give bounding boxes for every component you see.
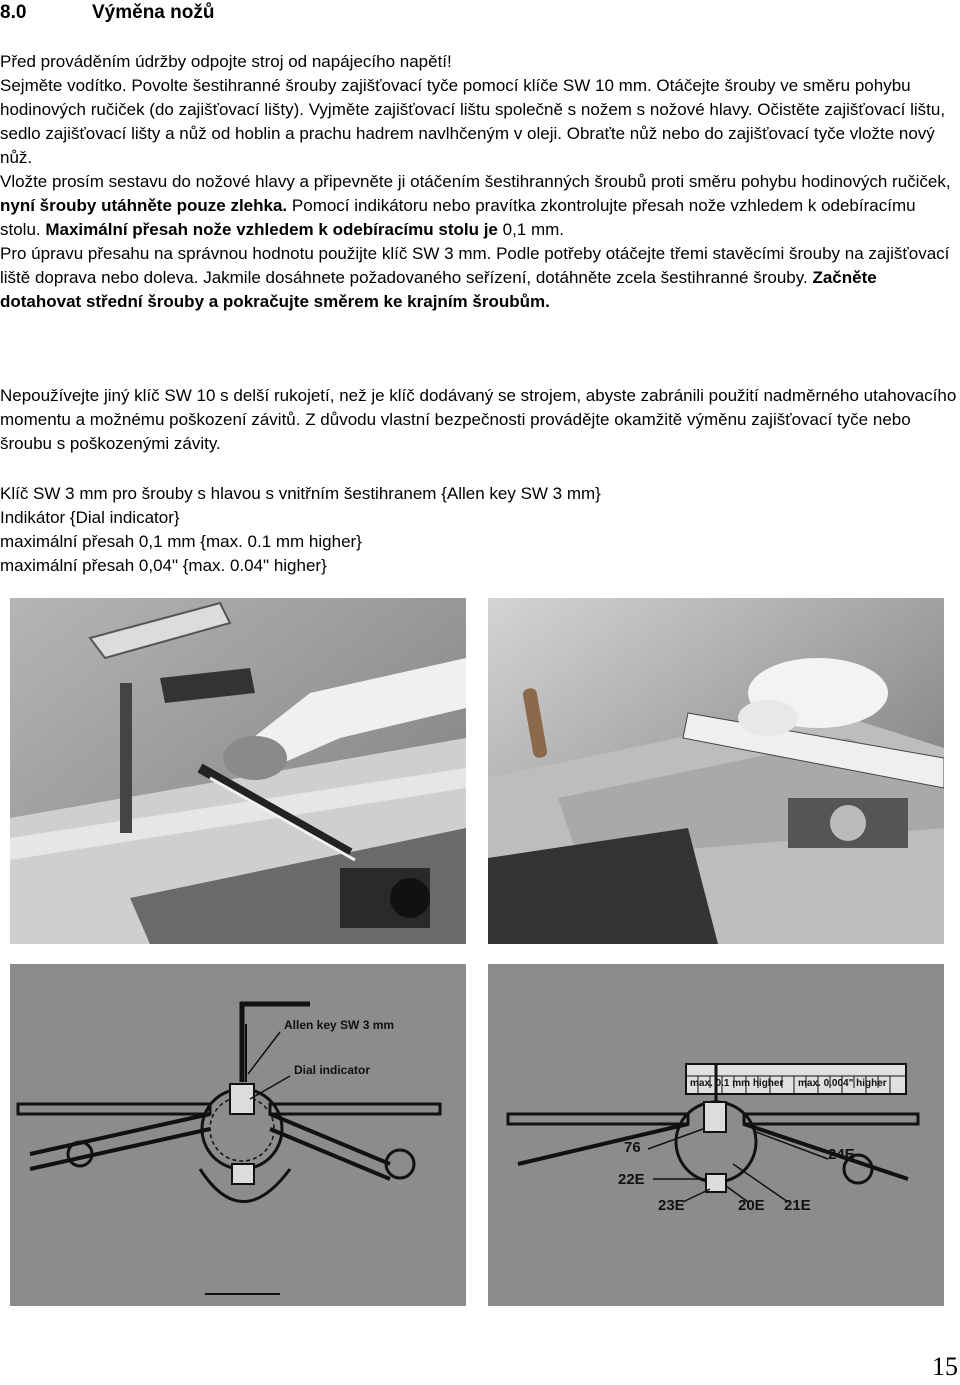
label-max-mm: max. 0.1 mm higher — [690, 1078, 784, 1089]
legend-item: maximální přesah 0,1 mm {max. 0.1 mm higher} — [0, 532, 362, 551]
legend-item: Klíč SW 3 mm pro šrouby s hlavou s vnitřním šestihranem {Allen key SW 3 mm} — [0, 484, 601, 503]
max-overhang-value: 0,1 mm. — [497, 220, 565, 239]
check-text: Pomocí indikátoru nebo pravítka zkontrolujte přesah nože vzhledem k odebíracímu stolu. — [0, 196, 916, 239]
label-allen-key: Allen key SW 3 mm — [284, 1018, 395, 1032]
instructions-paragraph — [0, 50, 960, 314]
photo-knife-removal-illustration — [10, 598, 466, 944]
adjust-text: Pro úpravu přesahu na správnou hodnotu použijte klíč SW 3 mm. Podle potřeby otáčejte třemi stavěcími šrouby na zajišťovací liště doprava nebo doleva. Jakmile dosáhnete požadovaného seřízení, dotáhněte zcela šestihranné šrouby. — [0, 244, 950, 287]
install-text: Vložte prosím sestavu do nožové hlavy a připevněte ji otáčením šestihranných šroubů proti směru pohybu hodinových ručiček, — [0, 172, 951, 191]
section-number: 8.0 — [0, 2, 27, 23]
part-label-24e: 24E — [828, 1146, 855, 1163]
part-label-23e: 23E — [658, 1197, 685, 1214]
removal-steps: Sejměte vodítko. Povolte šestihranné šrouby zajišťovací tyče pomocí klíče SW 10 mm. Otáčejte šrouby ve směru pohybu hodinových ručiček (do zajišťovací lišty). Vyjměte zajišťovací lištu společně s nožem s nožové hlavy. Očistěte zajišťovací lištu, sedlo zajišťovací lišty a nůž od hoblin a prachu hadrem navlhčeným v oleji. Obraťte nůž nebo do zajišťovací tyče vložte nový nůž. — [0, 76, 946, 167]
max-overhang-emphasis: Maximální přesah nože vzhledem k odebíracímu stolu je — [45, 220, 498, 239]
diagram-knife-overhang — [488, 964, 944, 1306]
page-number: 15 — [932, 1352, 958, 1381]
tightening-order-emphasis: Začněte dotahovat střední šrouby a pokračujte směrem ke krajním šroubům. — [0, 268, 877, 311]
diagram-right-drawing — [488, 964, 944, 1306]
photo-knife-adjustment — [488, 598, 944, 944]
section-title: Výměna nožů — [92, 2, 215, 23]
legend-item: Indikátor {Dial indicator} — [0, 508, 180, 527]
installation-steps — [0, 170, 960, 242]
warning-sentence: Před prováděním údržby odpojte stroj od napájecího napětí! — [0, 52, 452, 71]
part-label-22e: 22E — [618, 1171, 645, 1188]
adjustment-steps — [0, 242, 960, 314]
photo-knife-adjustment-illustration — [488, 598, 944, 944]
diagram-allen-key-dial-indicator — [10, 964, 466, 1306]
tighten-lightly-emphasis: nyní šrouby utáhněte pouze zlehka. — [0, 196, 288, 215]
part-label-20e: 20E — [738, 1197, 765, 1214]
legend-list — [0, 482, 960, 578]
part-label-21e: 21E — [784, 1197, 811, 1214]
photo-knife-removal — [10, 598, 466, 944]
legend-item: maximální přesah 0,04" {max. 0.04" higher} — [0, 556, 327, 575]
caution-note — [0, 384, 960, 456]
section-heading — [0, 2, 214, 24]
label-max-inch: max. 0.004" higher — [798, 1078, 887, 1089]
caution-note-text: Nepoužívejte jiný klíč SW 10 s delší rukojetí, než je klíč dodávaný se strojem, abyste zabránili použití nadměrného utahovacího momentu a možnému poškození závitů. Z důvodu vlastní bezpečnosti provádějte okamžitě výměnu zajišťovací tyče nebo šroubu s poškozenými závity. — [0, 386, 957, 453]
diagram-left-drawing — [10, 964, 466, 1306]
label-dial-indicator: Dial indicator — [294, 1063, 371, 1077]
part-label-76: 76 — [624, 1139, 641, 1156]
